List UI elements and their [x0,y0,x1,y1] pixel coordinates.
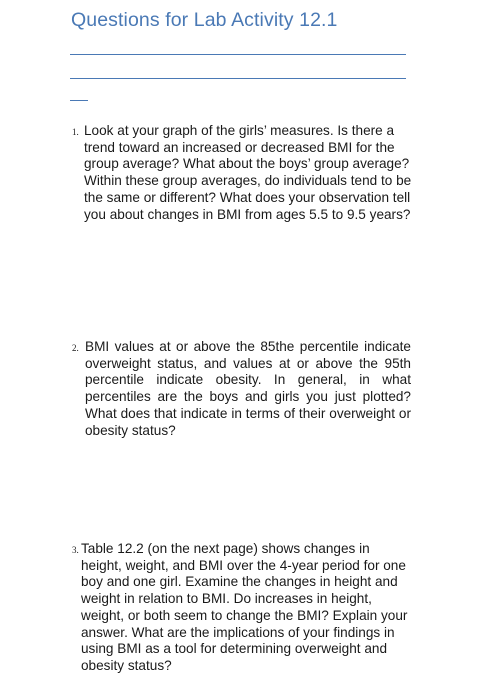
question-text: Look at your graph of the girls’ measures. Is there a trend toward an increased or decreased BMI for the group average? What about the boys’ group average? Within these group averages, do individuals tend to be the same or different? What does your observation tell you about changes in BMI from ages 5.5 to 9.5 years? [84,123,412,222]
question-1 [84,123,412,223]
question-text: Table 12.2 (on the next page) shows changes in height, weight, and BMI over the 4-year period for one boy and one girl. Examine the changes in height and weight in relation to BMI. Do increases in height, weight, or both seem to change the BMI? Explain your answer. What are the implications of your findings in using BMI as a tool for determining overweight and obesity status? [81,541,408,673]
answer-line [70,78,406,79]
question-number: 2. [72,343,79,353]
page-title: Questions for Lab Activity 12.1 [71,9,338,31]
answer-line-short [70,100,88,101]
answer-line [70,54,406,55]
question-number: 1. [72,127,79,137]
question-3 [81,541,411,675]
question-number: 3. [72,545,79,555]
question-text: BMI values at or above the 85the percentile indicate overweight status, and values at or above the 95th percentile indicate obesity. In general, in what percentiles are the boys and girls you just plotted? What does that indicate in terms of their overweight or obesity status? [85,339,411,438]
question-2 [85,339,411,439]
